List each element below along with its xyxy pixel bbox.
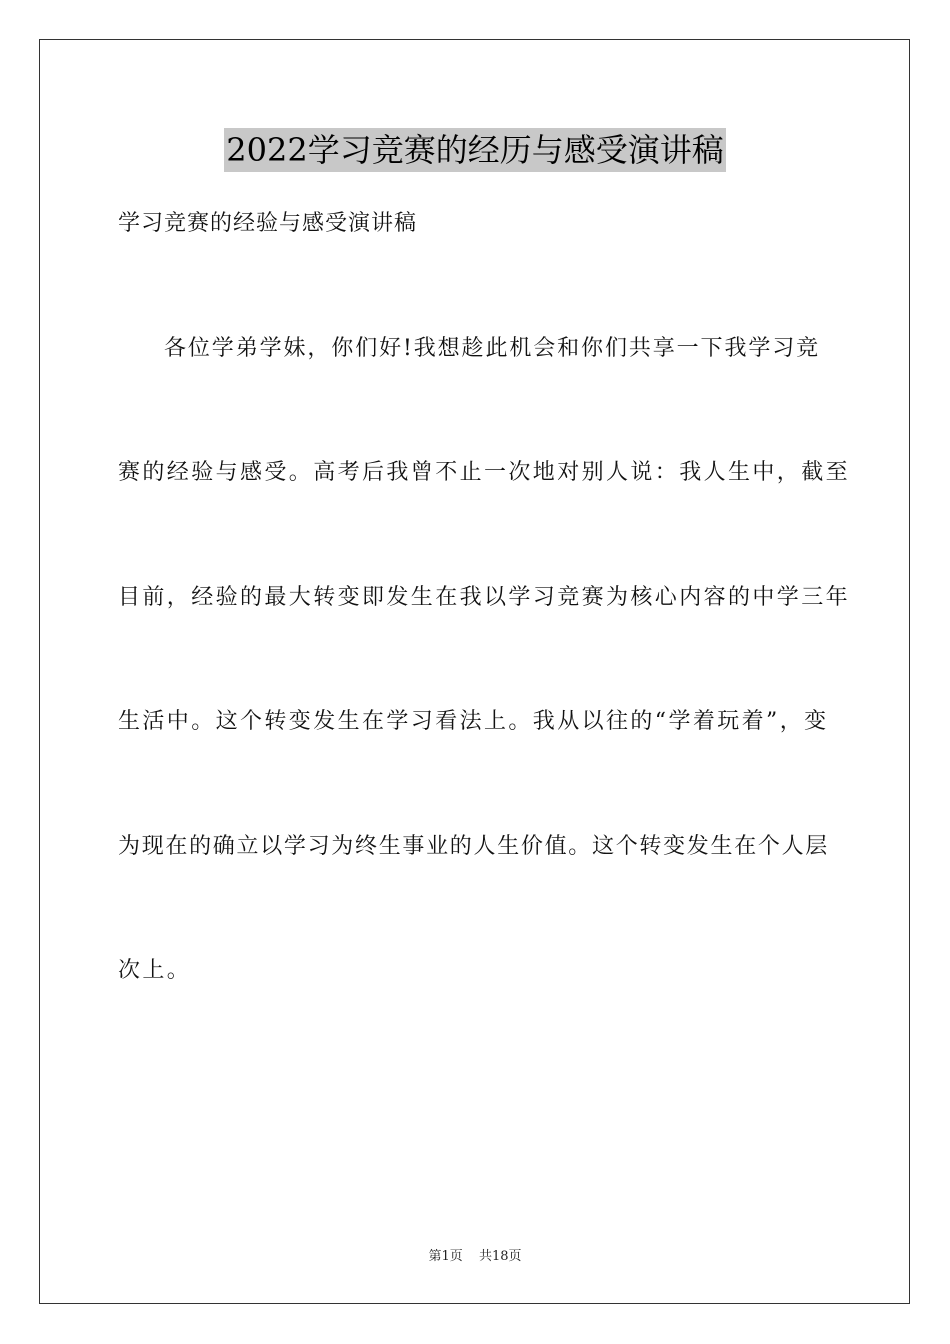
paragraph-line: 赛的经验与感受。高考后我曾不止一次地对别人说：我人生中，截至 bbox=[118, 460, 851, 485]
page-number-current: 第1页 bbox=[428, 1249, 463, 1264]
paragraph-line: 为现在的确立以学习为终生事业的人生价值。这个转变发生在个人层 bbox=[118, 834, 830, 859]
document-title: 2022学习竞赛的经历与感受演讲稿 bbox=[224, 128, 725, 172]
paragraph-line: 各位学弟学妹，你们好!我想趁此机会和你们共享一下我学习竞 bbox=[164, 336, 821, 361]
page-footer bbox=[0, 1248, 950, 1266]
paragraph-line: 次上。 bbox=[118, 958, 192, 983]
paragraph-line: 生活中。这个转变发生在学习看法上。我从以往的“学着玩着”，变 bbox=[118, 709, 829, 734]
paragraph-line: 目前，经验的最大转变即发生在我以学习竞赛为核心内容的中学三年 bbox=[118, 585, 851, 610]
title-container bbox=[0, 128, 950, 172]
document-subtitle: 学习竞赛的经验与感受演讲稿 bbox=[118, 211, 418, 236]
page-number-total: 共18页 bbox=[478, 1249, 522, 1264]
